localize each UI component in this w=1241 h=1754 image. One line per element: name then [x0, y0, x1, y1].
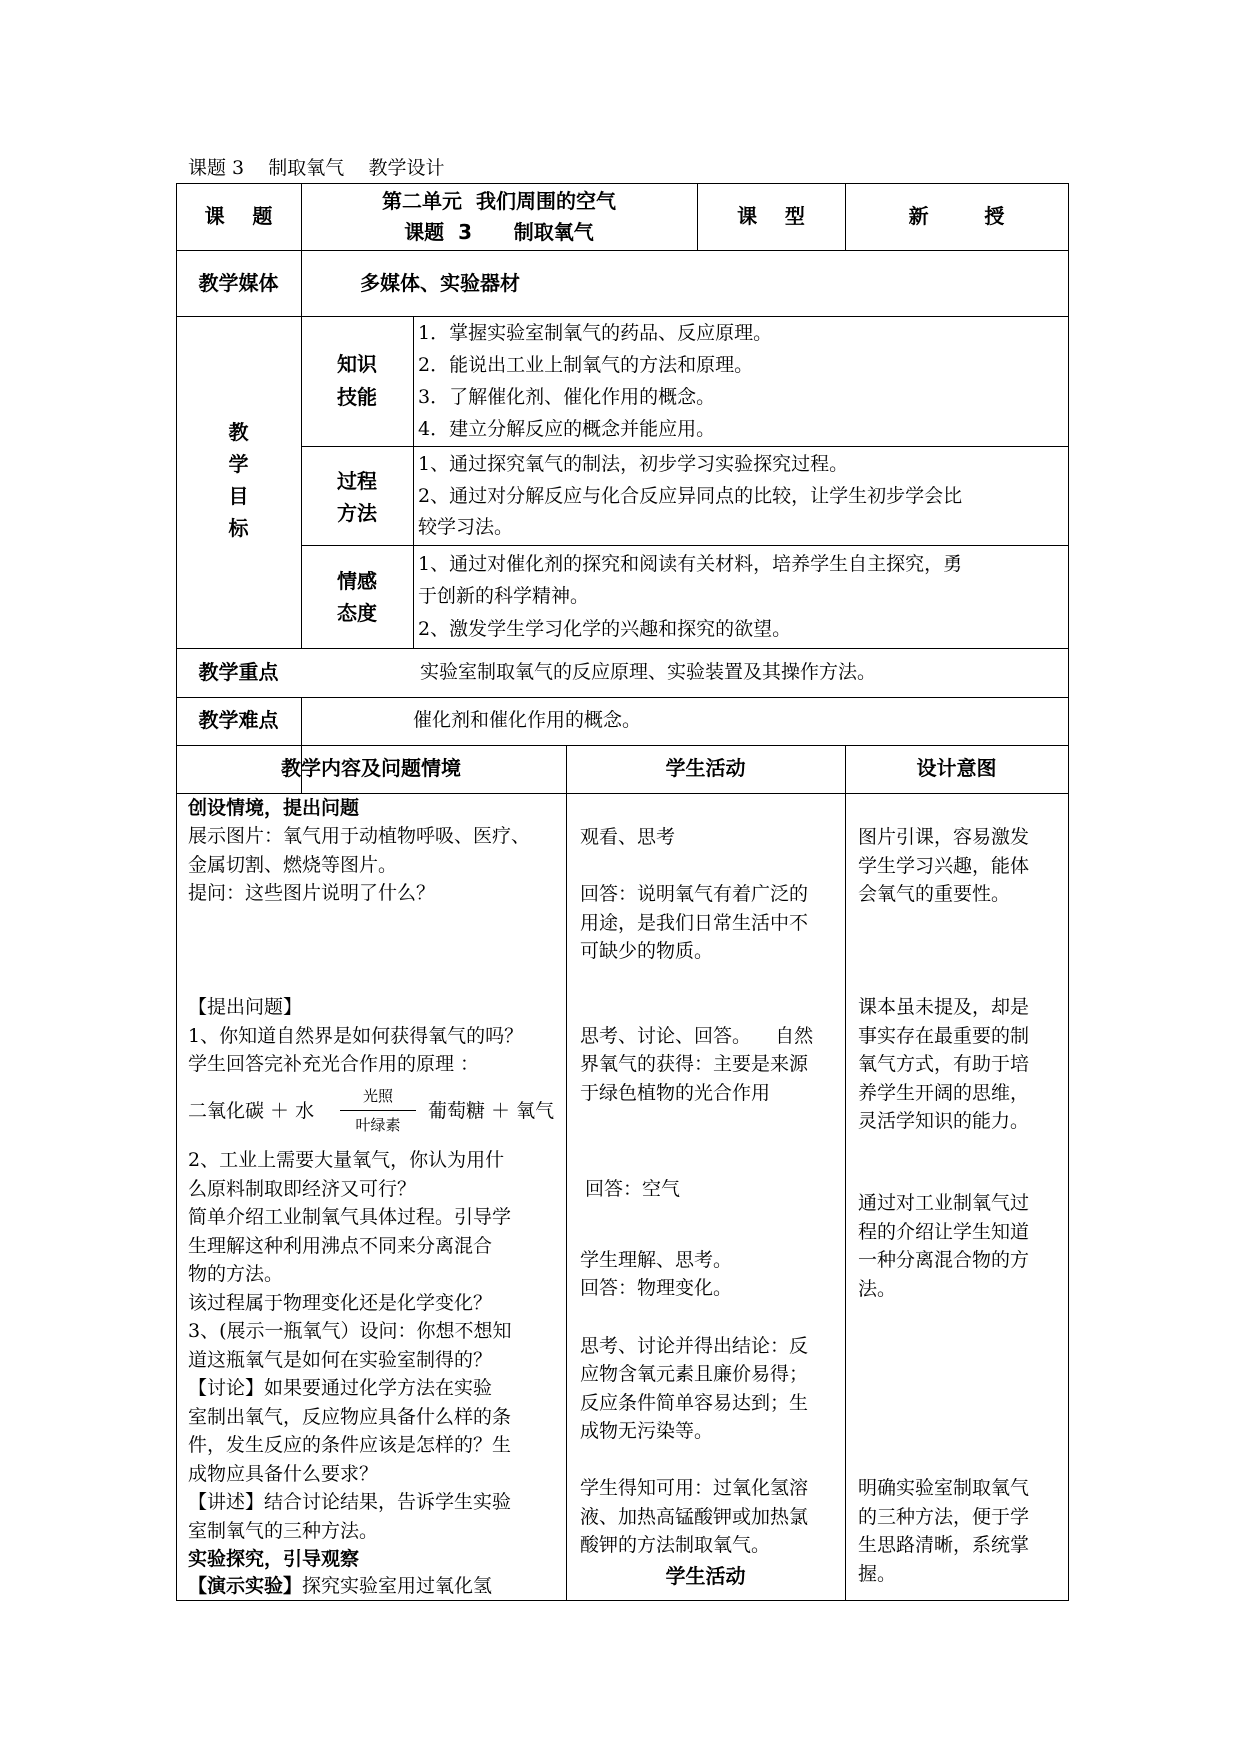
table-border-right — [1068, 183, 1069, 1600]
intent-text: 通过对工业制氧气过 — [858, 1192, 1030, 1214]
row-divider — [176, 316, 1069, 317]
knowledge-item: 4．建立分解反应的概念并能应用。 — [418, 418, 716, 440]
intent-text: 养学生开阔的思维， — [858, 1082, 1030, 1104]
section-title: 【提出问题】 — [188, 996, 303, 1018]
column-header-intent: 设计意图 — [916, 756, 997, 780]
key-point-value: 实验室制取氧气的反应原理、实验装置及其操作方法。 — [420, 661, 877, 683]
intent-text: 握。 — [858, 1563, 897, 1585]
intent-text: 法。 — [858, 1278, 897, 1300]
emotion-item: 于创新的科学精神。 — [418, 585, 590, 607]
activity-text: 学生理解、思考。 — [580, 1249, 733, 1271]
objectives-label-1: 教 — [228, 420, 249, 444]
topic-line2: 课题 3 制取氧气 — [404, 220, 594, 244]
knowledge-label-2: 技能 — [337, 385, 377, 409]
activity-text: 回答：物理变化。 — [580, 1277, 733, 1299]
knowledge-item: 3．了解催化剂、催化作用的概念。 — [418, 386, 716, 408]
intent-text: 灵活学知识的能力。 — [858, 1110, 1030, 1132]
activity-text: 酸钾的方法制取氧气。 — [580, 1534, 771, 1556]
intent-text: 的三种方法，便于学 — [858, 1506, 1030, 1528]
content-line: 展示图片：氧气用于动植物呼吸、医疗、 — [188, 825, 531, 847]
intent-text: 学生学习兴趣，能体 — [858, 855, 1030, 877]
intent-text: 课本虽未提及，却是 — [858, 996, 1030, 1018]
content-line: 件，发生反应的条件应该是怎样的？生 — [188, 1434, 512, 1456]
activity-text: 思考、讨论并得出结论：反 — [580, 1335, 809, 1357]
activity-text: 界氧气的获得：主要是来源 — [580, 1053, 809, 1075]
table-border-left — [176, 183, 177, 1600]
document-title: 课题 3 制取氧气 教学设计 — [188, 157, 445, 179]
objectives-label-3: 目 — [228, 484, 249, 508]
emotion-label-1: 情感 — [337, 569, 377, 593]
activity-text: 可缺少的物质。 — [580, 940, 714, 962]
intent-text: 会氧气的重要性。 — [858, 883, 1011, 905]
section-title: 实验探究，引导观察 — [188, 1548, 360, 1570]
photosynthesis-formula — [188, 1085, 558, 1145]
knowledge-label-1: 知识 — [337, 352, 377, 376]
formula-products: 葡萄糖 ＋ 氧气 — [428, 1100, 555, 1122]
content-line: 物的方法。 — [188, 1263, 284, 1285]
topic-label: 课 题 — [204, 204, 273, 228]
intent-text: 一种分离混合物的方 — [858, 1249, 1030, 1271]
activity-text: 应物含氧元素且廉价易得； — [580, 1363, 809, 1385]
row-divider — [176, 697, 1069, 698]
objectives-label-2: 学 — [228, 452, 249, 476]
content-line: 生理解这种利用沸点不同来分离混合 — [188, 1235, 493, 1257]
process-label-2: 方法 — [337, 501, 377, 525]
activity-text: 回答：说明氧气有着广泛的 — [580, 883, 809, 905]
activity-text: 液、加热高锰酸钾或加热氯 — [580, 1506, 809, 1528]
media-label: 教学媒体 — [198, 271, 279, 295]
content-line: 3、(展示一瓶氧气）设问：你想不想知 — [188, 1320, 512, 1342]
row-divider — [176, 250, 1069, 251]
content-line: 学生回答完补充光合作用的原理 ： — [188, 1053, 480, 1075]
col-divider — [566, 745, 567, 1600]
content-line: 该过程属于物理变化还是化学变化？ — [188, 1292, 493, 1314]
intent-text: 图片引课，容易激发 — [858, 826, 1030, 848]
difficult-point-value: 催化剂和催化作用的概念。 — [413, 709, 642, 731]
activity-subheader: 学生活动 — [665, 1564, 746, 1588]
table-border-top — [176, 183, 1069, 184]
content-line: 【讨论】如果要通过化学方法在实验 — [188, 1377, 493, 1399]
key-point-label: 教学重点 — [198, 660, 279, 684]
process-item: 较学习法。 — [418, 516, 514, 538]
demo-experiment-text: 探究实验室用过氧化氢 — [302, 1575, 493, 1597]
row-divider — [176, 648, 1069, 649]
row-divider — [301, 545, 1069, 546]
row-divider — [176, 745, 1069, 746]
process-item: 1、通过探究氧气的制法，初步学习实验探究过程。 — [418, 453, 849, 475]
formula-reactants: 二氧化碳 ＋ 水 — [188, 1100, 315, 1122]
content-line: 道这瓶氧气是如何在实验室制得的？ — [188, 1349, 493, 1371]
content-line: 1、你知道自然界是如何获得氧气的吗？ — [188, 1025, 524, 1047]
formula-arrow-bar — [340, 1110, 416, 1111]
activity-text: 观看、思考 — [580, 826, 676, 848]
column-header-activity: 学生活动 — [665, 756, 746, 780]
activity-text: 学生得知可用：过氧化氢溶 — [580, 1477, 809, 1499]
type-label: 课 型 — [737, 204, 805, 228]
activity-text: 回答：空气 — [585, 1178, 681, 1200]
section-title: 创设情境，提出问题 — [188, 797, 360, 819]
formula-condition-above: 光照 — [362, 1087, 393, 1105]
type-value: 新 授 — [908, 204, 1005, 228]
intent-text: 明确实验室制取氧气 — [858, 1477, 1030, 1499]
intent-text: 事实存在最重要的制 — [858, 1025, 1030, 1047]
knowledge-item: 2．能说出工业上制氧气的方法和原理。 — [418, 354, 754, 376]
intent-text: 氧气方式，有助于培 — [858, 1053, 1030, 1075]
intent-text: 程的介绍让学生知道 — [858, 1221, 1030, 1243]
activity-text: 反应条件简单容易达到；生 — [580, 1392, 809, 1414]
content-line: 么原料制取即经济又可行？ — [188, 1178, 417, 1200]
media-value: 多媒体、实验器材 — [360, 271, 520, 295]
content-line — [188, 1572, 492, 1600]
demo-experiment-label: 【演示实验】 — [188, 1575, 303, 1597]
objectives-label-4: 标 — [228, 516, 249, 540]
col-divider — [845, 745, 846, 1600]
content-line: 成物应具备什么要求？ — [188, 1463, 379, 1485]
content-line: 【讲述】结合讨论结果，告诉学生实验 — [188, 1491, 512, 1513]
emotion-item: 2、激发学生学习化学的兴趣和探究的欲望。 — [418, 618, 792, 640]
content-line: 金属切割、燃烧等图片。 — [188, 854, 398, 876]
column-header-content: 教学内容及问题情境 — [281, 756, 461, 780]
difficult-point-label: 教学难点 — [198, 708, 279, 732]
row-divider — [176, 793, 1069, 794]
table-border-bottom — [176, 1600, 1069, 1601]
emotion-item: 1、通过对催化剂的探究和阅读有关材料，培养学生自主探究，勇 — [418, 553, 963, 575]
content-line: 简单介绍工业制氧气具体过程。引导学 — [188, 1206, 512, 1228]
intent-text: 生思路清晰，系统掌 — [858, 1534, 1030, 1556]
content-line: 提问：这些图片说明了什么？ — [188, 882, 436, 904]
activity-text: 成物无污染等。 — [580, 1420, 714, 1442]
formula-condition-below: 叶绿素 — [355, 1116, 401, 1134]
topic-line1: 第二单元 我们周围的空气 — [382, 189, 616, 213]
col-divider — [413, 316, 414, 648]
activity-text: 于绿色植物的光合作用 — [580, 1082, 771, 1104]
activity-text: 思考、讨论、回答。 自然 — [580, 1025, 814, 1047]
content-line: 2、工业上需要大量氧气，你认为用什 — [188, 1149, 505, 1171]
row-divider — [301, 446, 1069, 447]
process-label-1: 过程 — [337, 469, 377, 493]
activity-text: 用途，是我们日常生活中不 — [580, 912, 809, 934]
content-line: 室制氧气的三种方法。 — [188, 1520, 379, 1542]
content-line: 室制出氧气，反应物应具备什么样的条 — [188, 1406, 512, 1428]
knowledge-item: 1．掌握实验室制氧气的药品、反应原理。 — [418, 322, 773, 344]
emotion-label-2: 态度 — [337, 601, 377, 625]
process-item: 2、通过对分解反应与化合反应异同点的比较，让学生初步学会比 — [418, 485, 963, 507]
